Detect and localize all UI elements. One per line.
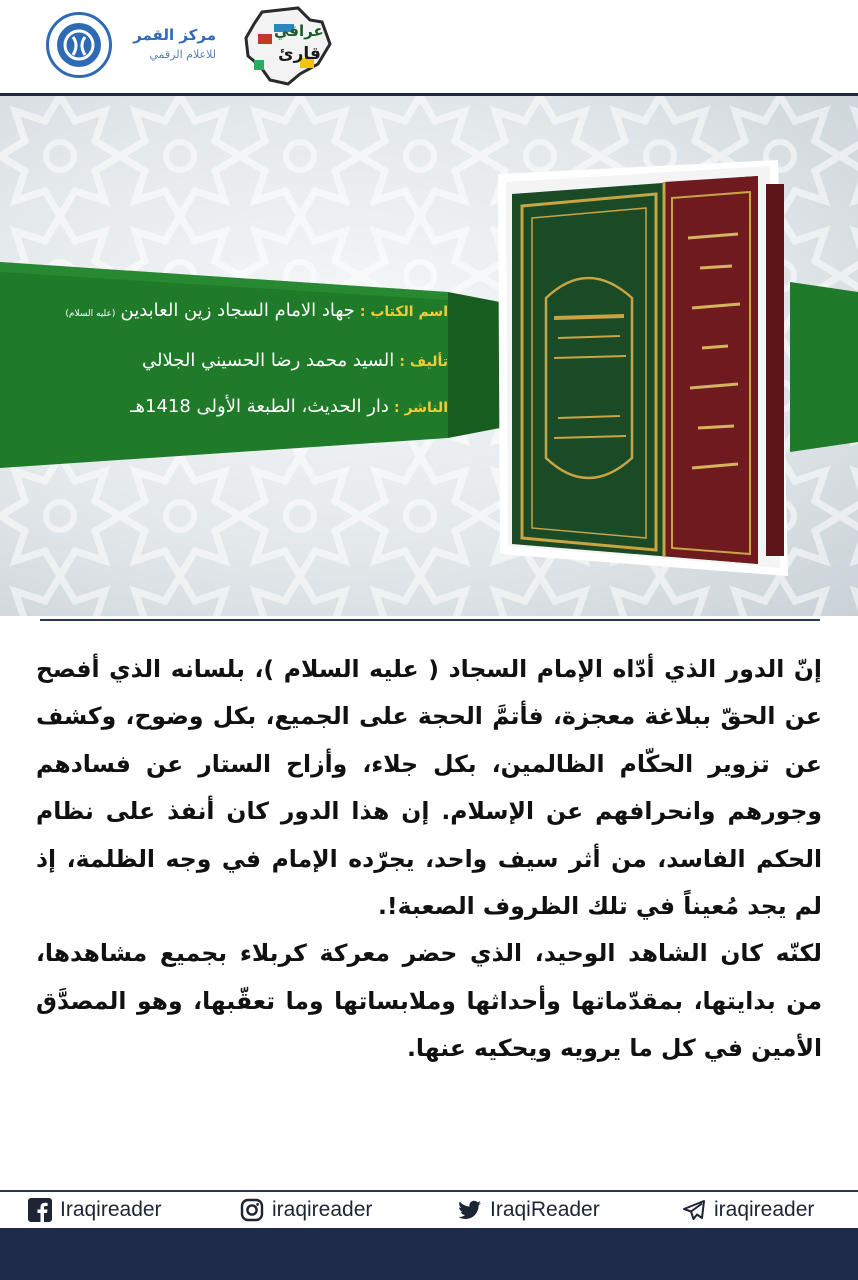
facebook-link[interactable] (28, 1196, 162, 1224)
title-value: جهاد الامام السجاد زين العابدين (120, 300, 355, 321)
book-cover-image (488, 158, 788, 588)
twitter-handle: IraqiReader (490, 1198, 600, 1221)
telegram-icon (682, 1198, 706, 1222)
telegram-link[interactable] (682, 1196, 814, 1224)
instagram-handle: iraqireader (272, 1198, 373, 1221)
body-paragraph: إنّ الدور الذي أدّاه الإمام السجاد ( عليه السلام )، بلسانه الذي أفصح عن الحقّ ببلاغة معجزة، فأتمَّ الحجة على الجميع، بكل وضوح، وكشف عن تزوير الحكّام الظالمين، بكل جلاء، وأزاح الستار عن فسادهم وجورهم وانحرافهم عن الإسلام. إن هذا الدور كان أنفذ على نظام الحكم الفاسد، من أثر سيف واحد، يجرّده الإمام في وجه الظلمة، إذ لم يجد مُعيناً في تلك الظروف الصعبة!. (36, 655, 822, 921)
body-text (36, 646, 822, 1073)
book-author-line (142, 350, 448, 371)
reader-logo-bottom: قارئ (278, 44, 321, 64)
body-paragraph-2: لكنّه كان الشاهد الوحيد، الذي حضر معركة كربلاء بجميع مشاهدها، من بدايتها، بمقدّماتها وأحداثها وملابساتها وما تعقّبها، وهو المصدَّق الأمين في كل ما يرويه ويحكيه عنها. (36, 939, 822, 1063)
book-title-line (65, 300, 448, 321)
facebook-handle: Iraqireader (60, 1198, 162, 1221)
author-label: تأليف : (399, 354, 448, 370)
center-logo-subtitle: للاعلام الرقمي (149, 48, 216, 61)
telegram-handle: iraqireader (714, 1198, 815, 1221)
twitter-icon (458, 1198, 482, 1222)
footer-divider (0, 1190, 858, 1192)
book-publisher-line (130, 396, 448, 417)
section-divider (40, 619, 820, 621)
center-logo-name: مركز القمر (133, 26, 216, 44)
twitter-link[interactable] (458, 1196, 600, 1224)
right-green-stripe (790, 282, 858, 452)
reader-logo-top: عراقي (274, 22, 324, 40)
instagram-icon (240, 1198, 264, 1222)
bottom-bar (0, 1228, 858, 1280)
moon-center-logo (46, 12, 216, 84)
header (0, 0, 858, 94)
facebook-icon (28, 1198, 52, 1222)
iraqi-reader-logo (240, 4, 336, 88)
title-label: اسم الكتاب : (359, 304, 448, 320)
title-suffix: (عليه السلام) (65, 309, 116, 319)
moon-logo-icon (46, 12, 112, 78)
instagram-link[interactable] (240, 1196, 372, 1224)
author-value: السيد محمد رضا الحسيني الجلالي (142, 350, 395, 371)
publisher-value: دار الحديث، الطبعة الأولى 1418هـ (130, 396, 389, 417)
publisher-label: الناشر : (394, 400, 448, 416)
